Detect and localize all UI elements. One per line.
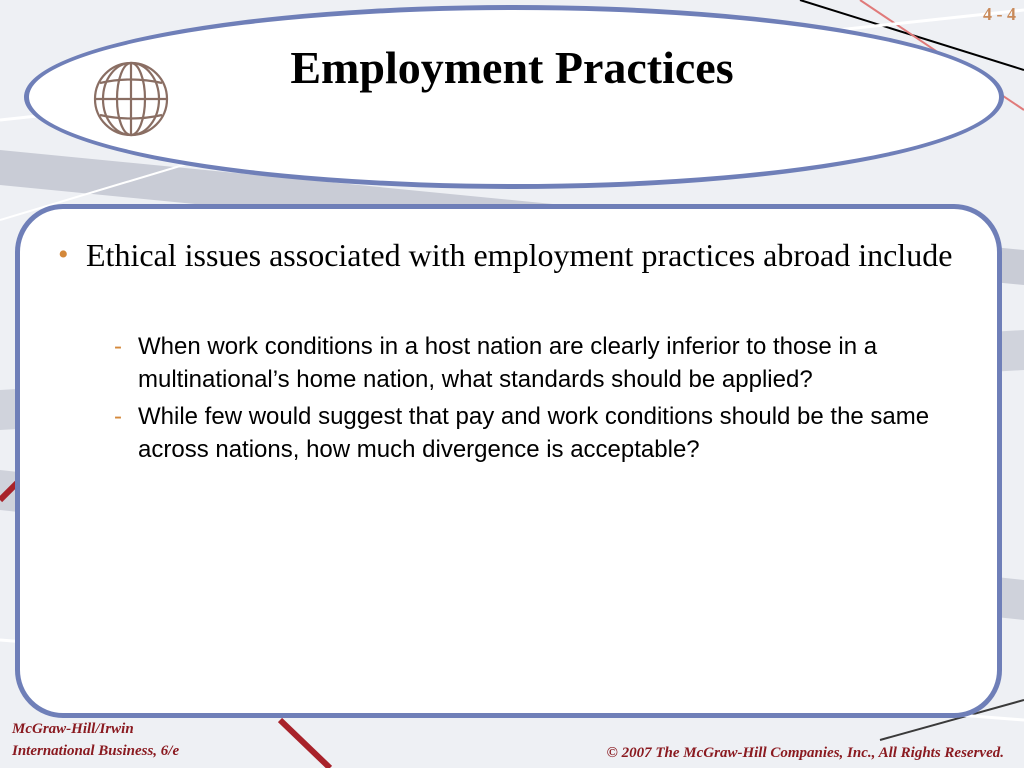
footer-copyright: © 2007 The McGraw-Hill Companies, Inc., All Rights Reserved.: [606, 745, 1004, 761]
book-title: International Business, 6/e: [12, 743, 180, 759]
main-bullet-text: Ethical issues associated with employment practices abroad include: [86, 237, 953, 273]
bullet-marker: •: [58, 238, 69, 271]
sub-bullet-item: [112, 330, 972, 396]
slide-title: Employment Practices: [290, 42, 734, 93]
main-bullet: [58, 234, 968, 276]
sub-bullet-list: [112, 330, 972, 470]
sub-bullet-marker: -: [114, 333, 122, 360]
page-number: 4 - 4: [983, 4, 1016, 24]
sub-bullet-marker: -: [114, 403, 122, 430]
sub-bullet-text: When work conditions in a host nation are clearly inferior to those in a multinational’s home nation, what standards should be applied?: [138, 333, 878, 393]
sub-bullet-item: [112, 400, 972, 466]
publisher-name: McGraw-Hill/Irwin: [12, 721, 134, 737]
globe-icon: [90, 58, 172, 140]
footer-publisher: [12, 718, 179, 762]
sub-bullet-text: While few would suggest that pay and work conditions should be the same across nations, how much divergence is acceptable?: [138, 403, 930, 463]
